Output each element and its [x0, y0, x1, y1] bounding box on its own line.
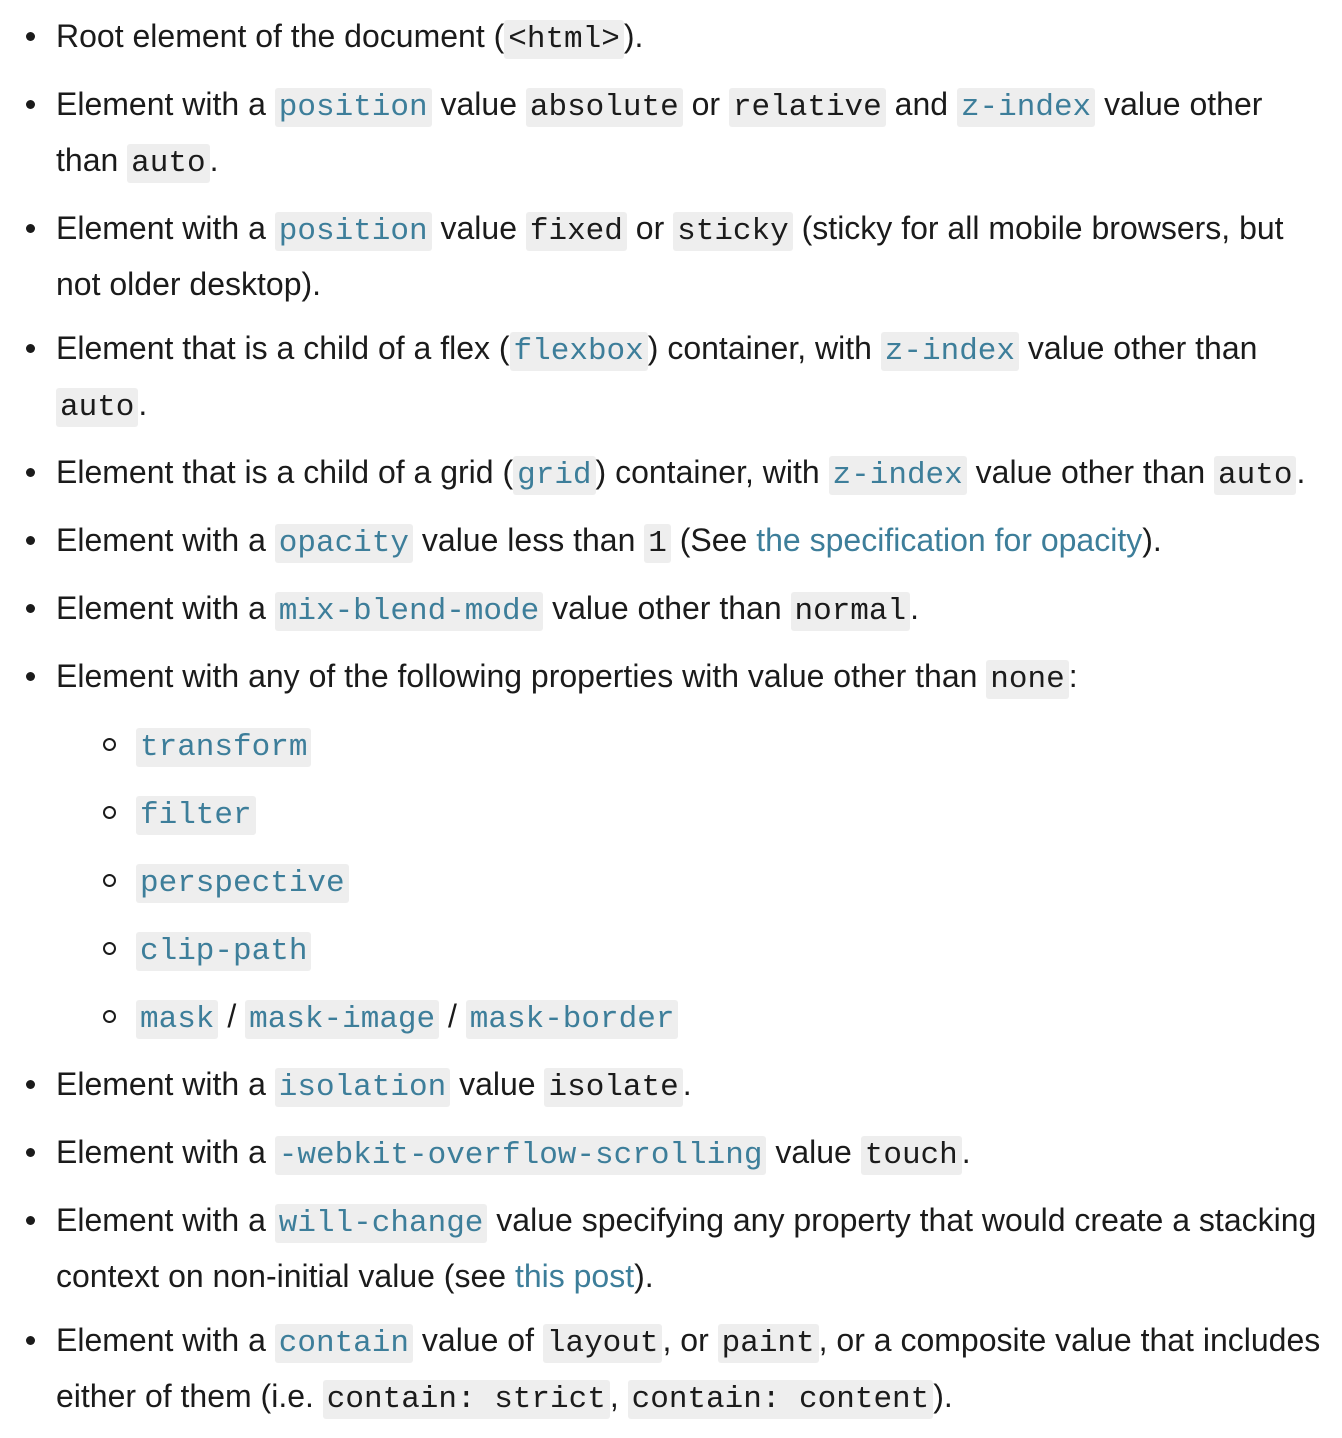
- link-z-index[interactable]: z-index: [957, 86, 1095, 122]
- link-contain[interactable]: contain: [275, 1322, 413, 1358]
- item-text: ).: [1142, 522, 1162, 558]
- link-z-index[interactable]: z-index: [829, 454, 967, 490]
- list-item-webkit-overflow: [0, 1126, 1342, 1182]
- link-this-post[interactable]: this post: [514, 1258, 635, 1294]
- item-text: .: [138, 386, 148, 422]
- item-text: value: [450, 1066, 545, 1102]
- link-mask[interactable]: mask: [136, 998, 218, 1034]
- link-transform[interactable]: transform: [136, 726, 311, 762]
- link-filter[interactable]: filter: [136, 794, 256, 830]
- item-text: value other than: [56, 86, 1263, 178]
- code-isolate: isolate: [544, 1068, 682, 1107]
- property-sublist: [56, 718, 1324, 1046]
- link-grid[interactable]: grid: [513, 454, 595, 490]
- link-mask-border[interactable]: mask-border: [466, 998, 679, 1034]
- item-text: value specifying any property that would create a stacking context on non-initial value (see: [56, 1202, 1317, 1294]
- item-text: ) container, with: [647, 330, 881, 366]
- item-text: Element with a: [56, 590, 275, 626]
- code-one: 1: [644, 524, 671, 563]
- list-item-isolation: [0, 1058, 1342, 1114]
- item-text: value: [431, 210, 526, 246]
- stacking-context-list: [0, 10, 1342, 1438]
- item-text: Root element of the document (: [56, 18, 505, 54]
- link-position[interactable]: position: [275, 210, 432, 246]
- list-item-contain: [0, 1314, 1342, 1426]
- item-text: ,: [609, 1378, 628, 1414]
- sublist-item: [0, 854, 1324, 910]
- item-text: .: [961, 1134, 971, 1170]
- list-item-will-change: [0, 1194, 1342, 1302]
- link-will-change[interactable]: will-change: [275, 1202, 488, 1238]
- sublist-item: [0, 786, 1324, 842]
- code-contain-content: contain: content: [628, 1380, 934, 1419]
- list-item-opacity: [0, 514, 1342, 570]
- separator: /: [439, 998, 466, 1034]
- separator: /: [218, 998, 246, 1034]
- code-contain-strict: contain: strict: [323, 1380, 610, 1419]
- link-perspective[interactable]: perspective: [136, 862, 349, 898]
- sublist-item: [0, 922, 1324, 978]
- item-text: .: [910, 590, 920, 626]
- item-text: ).: [634, 1258, 654, 1294]
- code-html: <html>: [504, 20, 624, 59]
- list-item-grid-child: [0, 446, 1342, 502]
- code-absolute: absolute: [526, 88, 683, 127]
- link-opacity[interactable]: opacity: [275, 522, 413, 558]
- link-opacity-spec[interactable]: the specification for opacity: [756, 522, 1143, 558]
- link-flexbox[interactable]: flexbox: [510, 330, 648, 366]
- list-item-position-absolute: [0, 78, 1342, 190]
- list-item-flex-child: [0, 322, 1342, 434]
- list-item-properties-none: [0, 650, 1342, 1046]
- item-text: Element with a: [56, 1066, 275, 1102]
- item-text: and: [885, 86, 957, 122]
- item-text: Element with a: [56, 1202, 275, 1238]
- code-normal: normal: [791, 592, 911, 631]
- item-text: value: [431, 86, 526, 122]
- item-text: Element that is a child of a grid (: [56, 454, 514, 490]
- item-text: or: [626, 210, 674, 246]
- link-position[interactable]: position: [275, 86, 432, 122]
- item-text: Element that is a child of a flex (: [56, 330, 510, 366]
- item-text: .: [682, 1066, 692, 1102]
- item-text: ).: [933, 1378, 953, 1414]
- code-auto: auto: [1214, 456, 1296, 495]
- code-layout: layout: [543, 1324, 663, 1363]
- list-item-mix-blend-mode: [0, 582, 1342, 638]
- item-text: Element with a: [56, 210, 275, 246]
- item-text: Element with a: [56, 86, 275, 122]
- item-text: value: [766, 1134, 861, 1170]
- code-none: none: [986, 660, 1068, 699]
- code-relative: relative: [729, 88, 886, 127]
- code-auto: auto: [56, 388, 138, 427]
- item-text: ) container, with: [595, 454, 829, 490]
- code-fixed: fixed: [526, 212, 627, 251]
- item-text: Element with a: [56, 1134, 275, 1170]
- item-text: .: [1296, 454, 1306, 490]
- item-text: Element with a: [56, 522, 275, 558]
- link-mask-image[interactable]: mask-image: [245, 998, 439, 1034]
- item-text: or: [682, 86, 729, 122]
- item-text: , or a composite value that includes either of them (i.e.: [56, 1322, 1321, 1414]
- item-text: Element with a: [56, 1322, 275, 1358]
- sublist-item: [0, 990, 1324, 1046]
- item-text: .: [209, 142, 219, 178]
- code-touch: touch: [861, 1136, 962, 1175]
- item-text: ).: [623, 18, 644, 54]
- item-text: value other than: [543, 590, 791, 626]
- item-text: (See: [670, 522, 757, 558]
- item-text: value less than: [413, 522, 645, 558]
- item-text: Element with any of the following properties with value other than: [56, 658, 987, 694]
- link-clip-path[interactable]: clip-path: [136, 930, 311, 966]
- item-text: (sticky for all mobile browsers, but not older desktop).: [56, 210, 1284, 302]
- item-text: , or: [662, 1322, 718, 1358]
- item-text: :: [1068, 658, 1078, 694]
- code-paint: paint: [718, 1324, 819, 1363]
- item-text: value other than: [966, 454, 1215, 490]
- list-item-position-fixed: [0, 202, 1342, 310]
- sublist-item: [0, 718, 1324, 774]
- list-item-root: [0, 10, 1342, 66]
- code-auto: auto: [127, 144, 209, 183]
- link-mix-blend-mode[interactable]: mix-blend-mode: [275, 590, 543, 626]
- item-text: value other than: [1019, 330, 1258, 366]
- link-z-index[interactable]: z-index: [881, 330, 1019, 366]
- item-text: value of: [413, 1322, 543, 1358]
- code-sticky: sticky: [673, 212, 793, 251]
- link-isolation[interactable]: isolation: [275, 1066, 450, 1102]
- link-webkit-overflow-scrolling[interactable]: -webkit-overflow-scrolling: [275, 1134, 767, 1170]
